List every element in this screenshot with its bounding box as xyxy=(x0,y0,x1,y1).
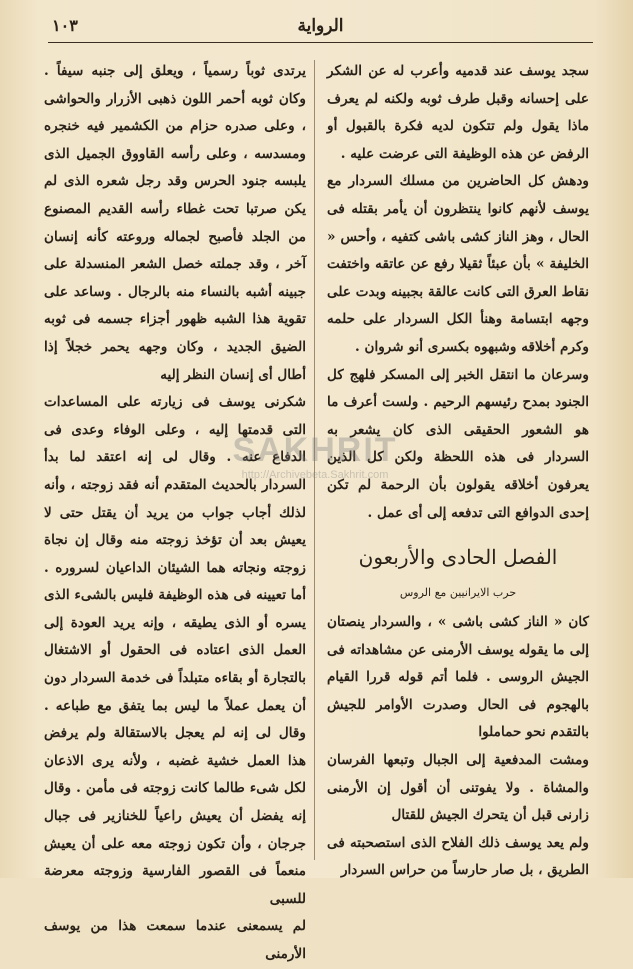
right-column xyxy=(327,58,589,885)
paragraph: شكرنى يوسف فى زيارته على المساعدات التى قدمتها إليه ، وعلى الوفاء وعدى فى الدفاع عنه . وقال لى إنه اعتقد لما بدأ السردار بالحديث المتقدم أنه فقد زوجته ، وأنه لذلك أجاب جواب من يريد أن يقتل حتى لا يعيش بعد أن تؤخذ زوجته منه وقال إن نجاة زوجته ونجاته هما الشيئان الداعيان لسروره . أما تعيينه فى هذه الوظيفة فليس بالشىء الذى يسره أو الذى يطيقه ، وإنه يريد العودة إلى العمل الذى اعتاده فى الحقول أو الاشتغال بالتجارة أو بقاءه متبلداً فى خدمة السردار دون أن يعمل عملاً ما ليس بما يتفق مع طباعه . وقال لى إنه لم يعجل بالاستقالة ولم يرفض هذا العمل خشية غضبه ، ولأنه يرى الاذعان لكل شىء طالما كانت زوجته فى مأمن . وقال إنه يفضل أن يعيش راعياً للخنازير فى جبال جرجان ، وأن تكون زوجته معه على أن يعيش منعماً فى القصور الفارسية وزوجته معرضة للسبى xyxy=(44,394,306,907)
paragraph: ولم يعد يوسف ذلك الفلاح الذى استصحبته فى الطريق ، بل صار حارساً من حراس السردار xyxy=(327,834,589,879)
page-header xyxy=(48,14,593,42)
watermark-brand: SAKHRIT xyxy=(232,431,398,469)
paragraph: سجد يوسف عند قدميه وأعرب له عن الشكر على إحسانه وقبل طرف ثوبه ولكنه لم يعرف ماذا يقول ولم تتكون لديه فكرة بالقبول أو الرفض عن هذه الوظيفة التى عرضت عليه . xyxy=(327,63,589,162)
paragraph: لم يسمعنى عندما سمعت هذا من يوسف الأرمنى xyxy=(44,918,306,962)
watermark-url: http://Archivebeta.Sakhrit.com xyxy=(241,469,389,481)
running-title: الرواية xyxy=(297,16,344,36)
chapter-subtitle: حرب الايرانيين مع الروس xyxy=(399,586,517,600)
header-rule xyxy=(48,42,593,43)
chapter-title: الفصل الحادى والأربعون xyxy=(358,545,558,570)
paragraph: ودهش كل الحاضرين من مسلك السردار مع يوسف لأنهم كانوا ينتظرون أن يأمر بقتله فى الحال ، وهز الناز كشى باشى كتفيه ، وأحس « الخليفة » بأن عبئاً ثقيلا رفع عن عاتقه واختفت نقاط العرق التى كانت عالقة بجبينه وبدت على وجهه ابتسامة وهنأ الكل السردار على حلمه وكرم أخلاقه وشبهوه بكسرى أنو شروان . xyxy=(327,173,589,355)
paragraph: ومشت المدفعية إلى الجبال وتبعها الفرسان والمشاة . ولا يفوتنى أن أقول إن الأرمنى زارنى قبل أن يتحرك الجيش للقتال xyxy=(327,752,589,824)
paragraph: كان « الناز كشى باشى » ، والسردار ينصتان إلى ما يقوله يوسف الأرمنى عن مشاهداته فى الجيش الروسى . فلما أتم قوله قررا القيام بالهجوم فى الحال وصدرت الأوامر للجيش بالتقدم نحو حماملوا xyxy=(327,614,589,741)
paragraph: يرتدى ثوباً رسمياً ، ويعلق إلى جنبه سيفاً . وكان ثوبه أحمر اللون ذهبى الأزرار والحواشى ، وعلى صدره حزام من الكشمير فيه خنجره ومسدسه ، وعلى رأسه القاووق الجميل الذى يلبسه جنود الحرس وقد رجل شعره الذى لم يكن صرتبا تحت غطاء رأسه القديم المصنوع من الجلد فأصبح لجماله وروعته كأنه إنسان آخر ، وقد جملته خصل الشعر المنسدلة على جبينه أشبه بالنساء منه بالرجال . وساعد على تقوية هذا الشبه ظهور أجزاء جسمه فى ثوبه الضيق الجديد ، وكان وجهه يحمر خجلاً إذا أطال أى إنسان النظر إليه xyxy=(44,63,306,383)
column-divider xyxy=(314,60,315,860)
left-column xyxy=(44,58,306,969)
page-number: ١٠٣ xyxy=(52,16,78,35)
paragraph: وسرعان ما انتقل الخبر إلى المسكر فلهج كل الجنود بمدح رئيسهم الرحيم . ولست أعرف ما هو الشعور الحقيقى الذى كان يشعر به السردار فى هذه اللحظة ولكن كل الذين يعرفون أخلاقه يقولون بأن الرحمة لم تكن إحدى الدوافع التى تدفعه إلى أى عمل . xyxy=(327,366,589,521)
